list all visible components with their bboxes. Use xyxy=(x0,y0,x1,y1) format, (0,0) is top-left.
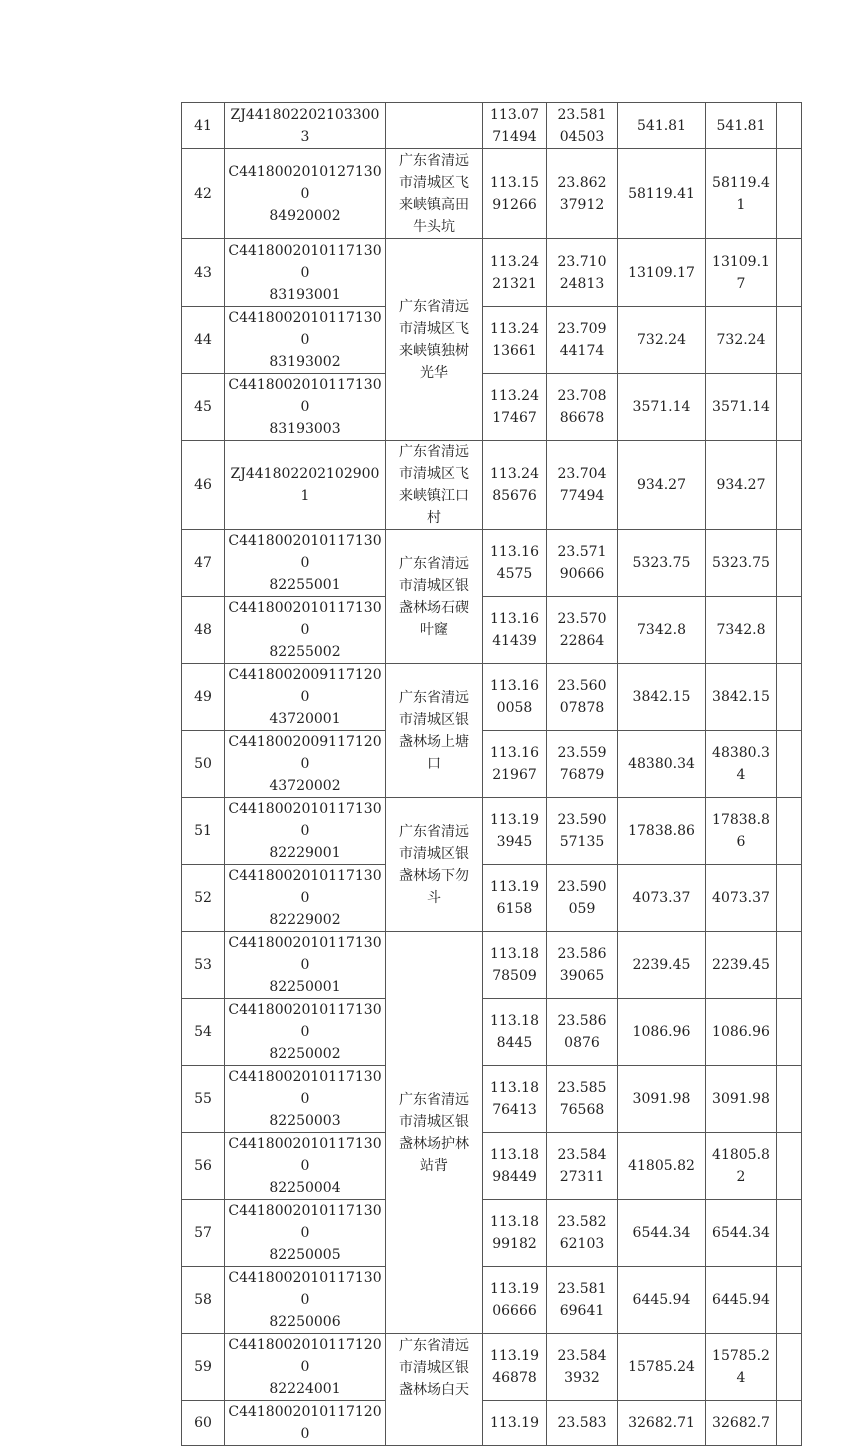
area-2: 934.27 xyxy=(706,441,777,530)
table-row xyxy=(182,441,802,530)
row-number: 55 xyxy=(182,1066,225,1133)
parcel-code: C44180020101171300 82255002 xyxy=(225,597,386,664)
remark-cell xyxy=(777,239,802,307)
latitude: 23.862 37912 xyxy=(547,149,618,239)
area-1: 13109.17 xyxy=(618,239,706,307)
location-cell: 广东省清远 市清城区银 盏林场石碶 叶窿 xyxy=(386,530,483,664)
area-2: 2239.45 xyxy=(706,932,777,999)
area-1: 3091.98 xyxy=(618,1066,706,1133)
area-1: 3842.15 xyxy=(618,664,706,731)
table-row xyxy=(182,103,802,149)
area-1: 4073.37 xyxy=(618,865,706,932)
area-2: 17838.8 6 xyxy=(706,798,777,865)
row-number: 42 xyxy=(182,149,225,239)
latitude: 23.571 90666 xyxy=(547,530,618,597)
area-1: 934.27 xyxy=(618,441,706,530)
area-2: 732.24 xyxy=(706,307,777,374)
latitude: 23.708 86678 xyxy=(547,374,618,441)
remark-cell xyxy=(777,103,802,149)
latitude: 23.590 059 xyxy=(547,865,618,932)
area-2: 6544.34 xyxy=(706,1200,777,1267)
longitude: 113.18 99182 xyxy=(483,1200,547,1267)
remark-cell xyxy=(777,1066,802,1133)
area-1: 3571.14 xyxy=(618,374,706,441)
longitude: 113.18 98449 xyxy=(483,1133,547,1200)
latitude: 23.584 3932 xyxy=(547,1334,618,1401)
area-2: 6445.94 xyxy=(706,1267,777,1334)
parcel-code: C44180020101171300 82229002 xyxy=(225,865,386,932)
table-row xyxy=(182,530,802,597)
table-row xyxy=(182,731,802,798)
longitude: 113.16 21967 xyxy=(483,731,547,798)
table-row xyxy=(182,1200,802,1267)
area-2: 41805.8 2 xyxy=(706,1133,777,1200)
area-2: 4073.37 xyxy=(706,865,777,932)
area-2: 3842.15 xyxy=(706,664,777,731)
row-number: 50 xyxy=(182,731,225,798)
remark-cell xyxy=(777,307,802,374)
area-1: 32682.71 xyxy=(618,1401,706,1446)
longitude: 113.24 17467 xyxy=(483,374,547,441)
area-1: 48380.34 xyxy=(618,731,706,798)
row-number: 52 xyxy=(182,865,225,932)
row-number: 43 xyxy=(182,239,225,307)
parcel-code: ZJ4418022021029001 xyxy=(225,441,386,530)
remark-cell xyxy=(777,374,802,441)
row-number: 54 xyxy=(182,999,225,1066)
area-2: 3571.14 xyxy=(706,374,777,441)
area-1: 7342.8 xyxy=(618,597,706,664)
area-2: 32682.7 xyxy=(706,1401,777,1446)
latitude: 23.560 07878 xyxy=(547,664,618,731)
latitude: 23.570 22864 xyxy=(547,597,618,664)
table-row xyxy=(182,239,802,307)
parcel-code: C44180020101171300 82255001 xyxy=(225,530,386,597)
parcel-code: C44180020101171300 82250002 xyxy=(225,999,386,1066)
row-number: 47 xyxy=(182,530,225,597)
table-row xyxy=(182,1133,802,1200)
location-cell xyxy=(386,103,483,149)
location-cell: 广东省清远 市清城区银 盏林场下勿 斗 xyxy=(386,798,483,932)
parcel-code: C44180020101171300 82250005 xyxy=(225,1200,386,1267)
area-1: 15785.24 xyxy=(618,1334,706,1401)
latitude: 23.583 xyxy=(547,1401,618,1446)
longitude: 113.16 4575 xyxy=(483,530,547,597)
latitude: 23.581 04503 xyxy=(547,103,618,149)
area-1: 2239.45 xyxy=(618,932,706,999)
parcel-code: C44180020101171300 82250001 xyxy=(225,932,386,999)
row-number: 60 xyxy=(182,1401,225,1446)
table-row xyxy=(182,1066,802,1133)
remark-cell xyxy=(777,664,802,731)
latitude: 23.704 77494 xyxy=(547,441,618,530)
location-cell: 广东省清远 市清城区银 盏林场护林 站背 xyxy=(386,932,483,1334)
latitude: 23.585 76568 xyxy=(547,1066,618,1133)
table-row xyxy=(182,865,802,932)
remark-cell xyxy=(777,865,802,932)
longitude: 113.24 21321 xyxy=(483,239,547,307)
latitude: 23.559 76879 xyxy=(547,731,618,798)
area-2: 1086.96 xyxy=(706,999,777,1066)
area-2: 48380.3 4 xyxy=(706,731,777,798)
row-number: 51 xyxy=(182,798,225,865)
table-row xyxy=(182,1401,802,1446)
area-1: 58119.41 xyxy=(618,149,706,239)
parcel-code: C44180020101171300 83193003 xyxy=(225,374,386,441)
row-number: 45 xyxy=(182,374,225,441)
remark-cell xyxy=(777,798,802,865)
remark-cell xyxy=(777,932,802,999)
row-number: 57 xyxy=(182,1200,225,1267)
table-row xyxy=(182,374,802,441)
remark-cell xyxy=(777,1133,802,1200)
area-2: 15785.2 4 xyxy=(706,1334,777,1401)
location-cell: 广东省清远 市清城区飞 来峡镇高田 牛头坑 xyxy=(386,149,483,239)
area-1: 732.24 xyxy=(618,307,706,374)
longitude: 113.19 6158 xyxy=(483,865,547,932)
area-2: 541.81 xyxy=(706,103,777,149)
parcel-code: C44180020101171300 82250006 xyxy=(225,1267,386,1334)
row-number: 46 xyxy=(182,441,225,530)
row-number: 59 xyxy=(182,1334,225,1401)
area-2: 5323.75 xyxy=(706,530,777,597)
remark-cell xyxy=(777,149,802,239)
latitude: 23.582 62103 xyxy=(547,1200,618,1267)
table-row xyxy=(182,798,802,865)
longitude: 113.16 0058 xyxy=(483,664,547,731)
remark-cell xyxy=(777,1200,802,1267)
area-1: 6445.94 xyxy=(618,1267,706,1334)
table-row xyxy=(182,149,802,239)
table-row xyxy=(182,932,802,999)
remark-cell xyxy=(777,441,802,530)
location-cell: 广东省清远 市清城区银 盏林场白天 xyxy=(386,1334,483,1446)
area-1: 6544.34 xyxy=(618,1200,706,1267)
remark-cell xyxy=(777,999,802,1066)
longitude: 113.16 41439 xyxy=(483,597,547,664)
table-row xyxy=(182,664,802,731)
parcel-code: C44180020101171200 82224001 xyxy=(225,1334,386,1401)
table-row xyxy=(182,1334,802,1401)
row-number: 44 xyxy=(182,307,225,374)
area-1: 541.81 xyxy=(618,103,706,149)
latitude: 23.709 44174 xyxy=(547,307,618,374)
parcel-code: ZJ4418022021033003 xyxy=(225,103,386,149)
area-1: 17838.86 xyxy=(618,798,706,865)
data-table xyxy=(181,102,802,1446)
longitude: 113.18 78509 xyxy=(483,932,547,999)
latitude: 23.581 69641 xyxy=(547,1267,618,1334)
remark-cell xyxy=(777,530,802,597)
row-number: 53 xyxy=(182,932,225,999)
parcel-code: C44180020101171300 83193001 xyxy=(225,239,386,307)
parcel-code: C44180020091171200 43720001 xyxy=(225,664,386,731)
area-2: 13109.1 7 xyxy=(706,239,777,307)
row-number: 56 xyxy=(182,1133,225,1200)
area-2: 3091.98 xyxy=(706,1066,777,1133)
latitude: 23.586 0876 xyxy=(547,999,618,1066)
longitude: 113.19 3945 xyxy=(483,798,547,865)
table-row xyxy=(182,1267,802,1334)
row-number: 48 xyxy=(182,597,225,664)
area-2: 7342.8 xyxy=(706,597,777,664)
remark-cell xyxy=(777,731,802,798)
remark-cell xyxy=(777,1334,802,1401)
area-2: 58119.4 1 xyxy=(706,149,777,239)
area-1: 41805.82 xyxy=(618,1133,706,1200)
longitude: 113.24 85676 xyxy=(483,441,547,530)
table-row xyxy=(182,597,802,664)
parcel-code: C44180020101171300 82250004 xyxy=(225,1133,386,1200)
longitude: 113.24 13661 xyxy=(483,307,547,374)
parcel-code: C44180020101171200 xyxy=(225,1401,386,1446)
remark-cell xyxy=(777,1267,802,1334)
area-1: 5323.75 xyxy=(618,530,706,597)
longitude: 113.07 71494 xyxy=(483,103,547,149)
longitude: 113.19 06666 xyxy=(483,1267,547,1334)
location-cell: 广东省清远 市清城区飞 来峡镇独树 光华 xyxy=(386,239,483,441)
table-row xyxy=(182,999,802,1066)
longitude: 113.18 8445 xyxy=(483,999,547,1066)
row-number: 49 xyxy=(182,664,225,731)
remark-cell xyxy=(777,597,802,664)
latitude: 23.710 24813 xyxy=(547,239,618,307)
remark-cell xyxy=(777,1401,802,1446)
table-row xyxy=(182,307,802,374)
longitude: 113.19 xyxy=(483,1401,547,1446)
parcel-code: C44180020091171200 43720002 xyxy=(225,731,386,798)
longitude: 113.15 91266 xyxy=(483,149,547,239)
row-number: 58 xyxy=(182,1267,225,1334)
parcel-code: C44180020101171300 83193002 xyxy=(225,307,386,374)
latitude: 23.586 39065 xyxy=(547,932,618,999)
latitude: 23.584 27311 xyxy=(547,1133,618,1200)
longitude: 113.18 76413 xyxy=(483,1066,547,1133)
latitude: 23.590 57135 xyxy=(547,798,618,865)
location-cell: 广东省清远 市清城区飞 来峡镇江口 村 xyxy=(386,441,483,530)
parcel-code: C44180020101171300 82229001 xyxy=(225,798,386,865)
area-1: 1086.96 xyxy=(618,999,706,1066)
row-number: 41 xyxy=(182,103,225,149)
parcel-code: C44180020101171300 82250003 xyxy=(225,1066,386,1133)
parcel-code: C44180020101271300 84920002 xyxy=(225,149,386,239)
longitude: 113.19 46878 xyxy=(483,1334,547,1401)
location-cell: 广东省清远 市清城区银 盏林场上塘 口 xyxy=(386,664,483,798)
